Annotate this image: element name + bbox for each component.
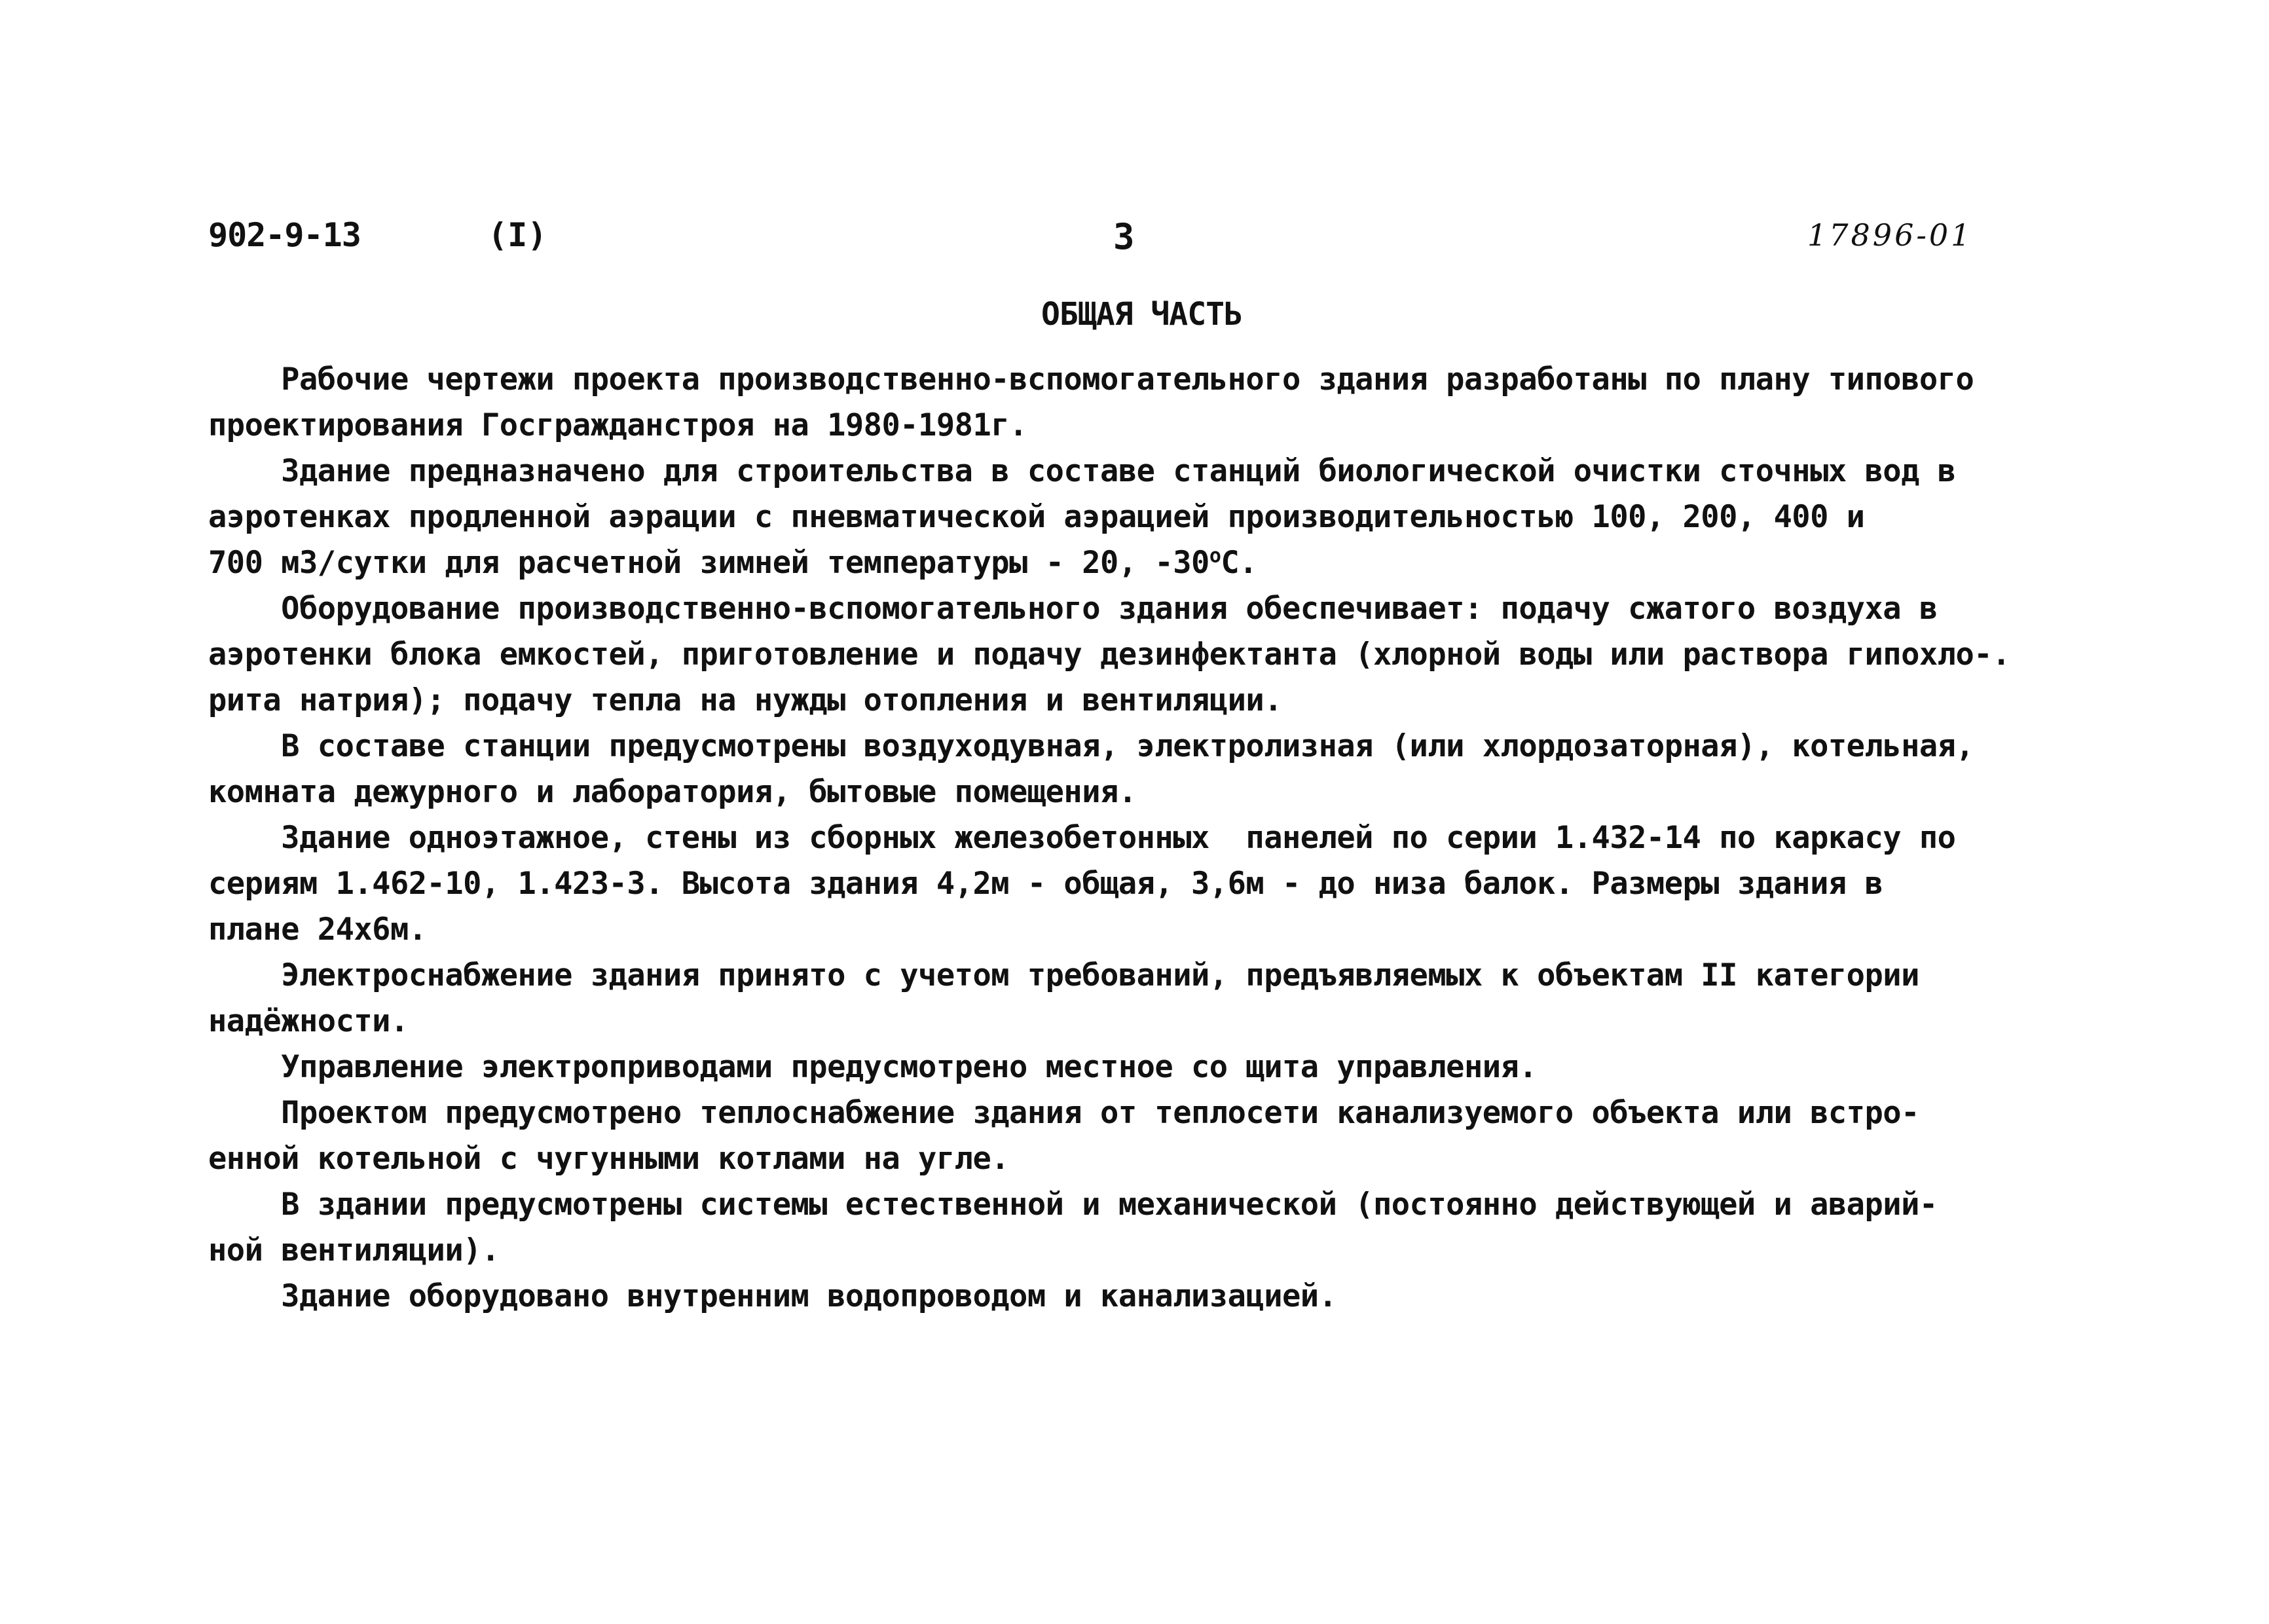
text-line: Управление электроприводами предусмотрено местное со щита управления. xyxy=(208,1049,1538,1085)
body-text xyxy=(208,357,2042,1320)
text-line: надёжности. xyxy=(208,1003,409,1039)
text-line: Здание предназначено для строительства в составе станций биологической очистки сточных вод в xyxy=(208,453,1956,489)
page-number: 3 xyxy=(1113,216,1135,257)
text-line: Проектом предусмотрено теплоснабжение здания от теплосети канализуемого объекта или встро- xyxy=(208,1095,1919,1131)
text-line: сериям 1.462-10, 1.423-3. Высота здания 4,2м - общая, 3,6м - до низа балок. Размеры здания в xyxy=(208,866,1883,902)
text-line-temperature xyxy=(208,540,2042,586)
text-line: В здании предусмотрены системы естественной и механической (постоянно действующей и аварий- xyxy=(208,1187,1938,1223)
text-line: рита натрия); подачу тепла на нужды отопления и вентиляции. xyxy=(208,682,1282,718)
text-line: ной вентиляции). xyxy=(208,1232,500,1268)
text-line: аэротенках продленной аэрации с пневматической аэрацией производительностью 100, 200, 400 и xyxy=(208,499,1865,535)
text-line: проектирования Госгражданстроя на 1980-1981г. xyxy=(208,407,1027,443)
inventory-code: 17896-01 xyxy=(1807,217,1973,253)
document-number: 902-9-13 xyxy=(208,216,361,254)
text-line: В составе станции предусмотрены воздуходувная, электролизная (или хлордозаторная), котельная, xyxy=(208,728,1974,764)
degree-sign: о xyxy=(1209,544,1221,568)
text-line: Рабочие чертежи проекта производственно-вспомогательного здания разработаны по плану типового xyxy=(208,361,1974,397)
volume-number: (I) xyxy=(488,216,547,254)
text-line: 700 м3/сутки для расчетной зимней температуры - 20, -30 xyxy=(208,545,1209,581)
text-line: Здание одноэтажное, стены из сборных железобетонных панелей по серии 1.432-14 по каркасу по xyxy=(208,820,1956,856)
text-line: Электроснабжение здания принято с учетом требований, предъявляемых к объектам II категории xyxy=(208,957,1919,993)
text-line: плане 24х6м. xyxy=(208,912,427,948)
text-line: комната дежурного и лаборатория, бытовые помещения. xyxy=(208,774,1137,810)
text-line: аэротенки блока емкостей, приготовление и подачу дезинфектанта (хлорной воды или раствора гипохло-. xyxy=(208,637,2010,673)
text-line: Оборудование производственно-вспомогательного здания обеспечивает: подачу сжатого воздуха в xyxy=(208,591,1938,627)
temperature-unit: С. xyxy=(1221,545,1257,581)
text-line: енной котельной с чугунными котлами на угле. xyxy=(208,1141,1010,1177)
text-line: Здание оборудовано внутренним водопроводом и канализацией. xyxy=(208,1278,1337,1314)
section-title: ОБЩАЯ ЧАСТЬ xyxy=(1041,296,1242,333)
